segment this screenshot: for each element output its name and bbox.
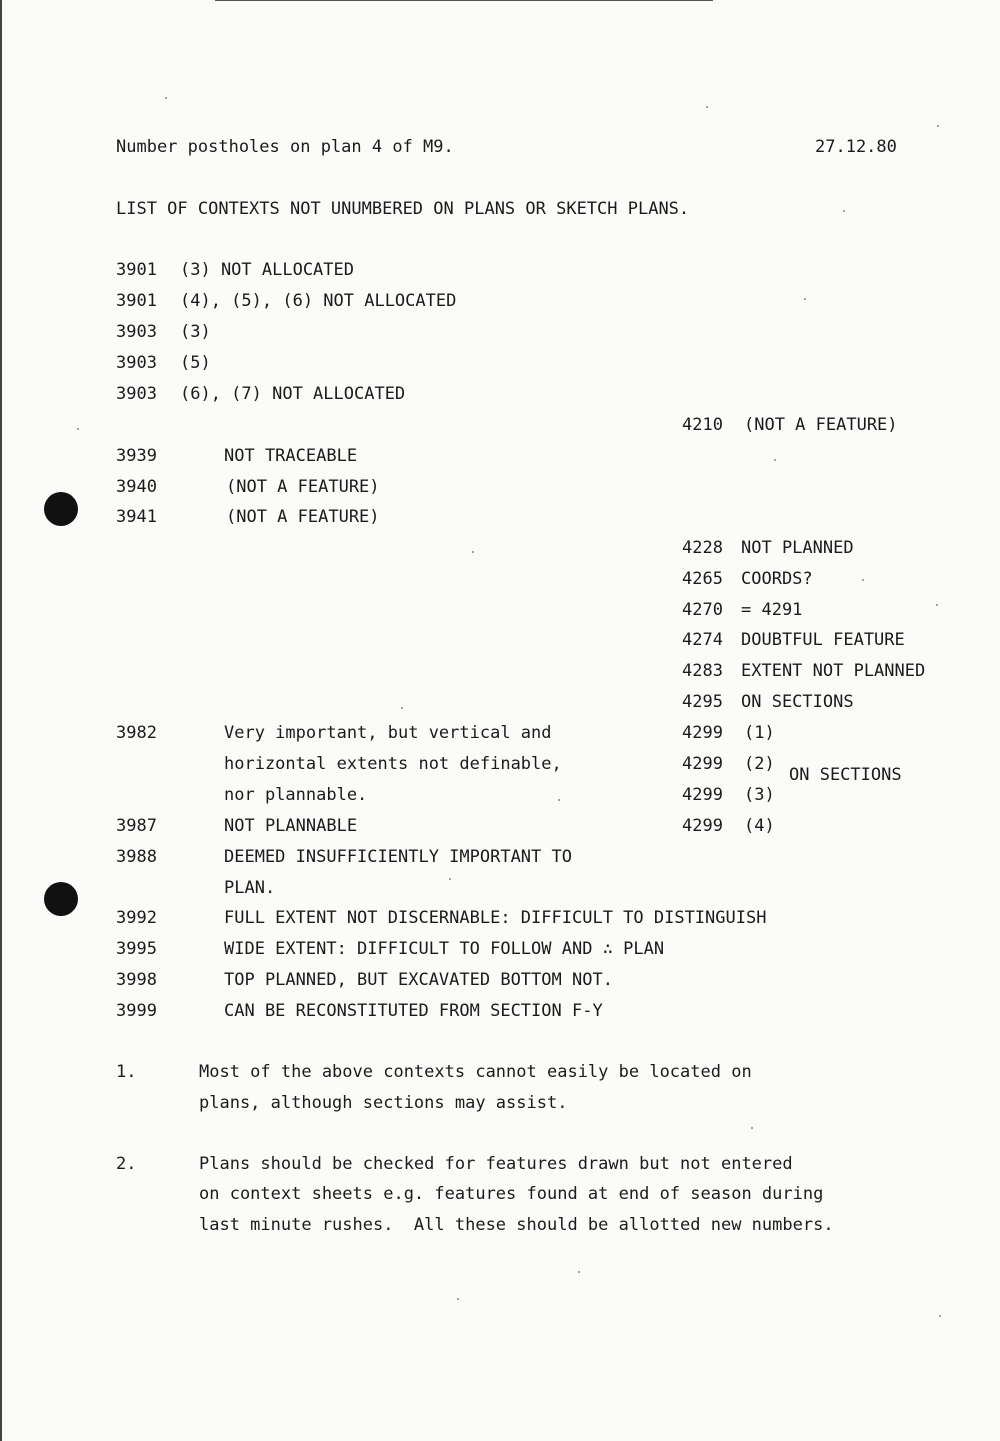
note-line: last minute rushes. All these should be allotted new numbers. <box>199 1215 834 1235</box>
scan-speck <box>936 604 938 606</box>
list-title: LIST OF CONTEXTS NOT UNUMBERED ON PLANS OR SKETCH PLANS. <box>116 199 690 219</box>
bracket-note: ON SECTIONS <box>789 765 902 785</box>
header-date: 27.12.80 <box>815 137 897 157</box>
entry-number: 4299 <box>682 754 723 774</box>
entry-text: (3) <box>744 785 775 805</box>
note-line: Plans should be checked for features drawn but not entered <box>199 1154 793 1174</box>
entry-text: ON SECTIONS <box>741 692 854 712</box>
entry-number: 4274 <box>682 630 723 650</box>
note-line: plans, although sections may assist. <box>199 1093 568 1113</box>
scan-speck <box>472 551 474 553</box>
scan-speck <box>706 106 708 108</box>
entry-number: 3982 <box>116 723 157 743</box>
entry-text: (4), (5), (6) NOT ALLOCATED <box>180 291 457 311</box>
scan-speck <box>578 1271 580 1273</box>
entry-text-line: horizontal extents not definable, <box>224 754 562 774</box>
entry-text: COORDS? <box>741 569 813 589</box>
scan-speck <box>457 1298 459 1300</box>
entry-text: (3) <box>180 322 211 342</box>
entry-text-line: DEEMED INSUFFICIENTLY IMPORTANT TO <box>224 847 572 867</box>
entry-text: (3) NOT ALLOCATED <box>180 260 354 280</box>
entry-text: (2) <box>744 754 775 774</box>
header-note: Number postholes on plan 4 of M9. <box>116 137 454 157</box>
top-rule <box>215 0 713 1</box>
entry-text: (4) <box>744 816 775 836</box>
punch-hole-lower <box>44 882 78 916</box>
entry-text: NOT PLANNED <box>741 538 854 558</box>
page-edge <box>0 0 2 1441</box>
entry-text: = 4291 <box>741 600 803 620</box>
entry-number: 3998 <box>116 970 157 990</box>
entry-number: 3999 <box>116 1001 157 1021</box>
entry-number: 4270 <box>682 600 723 620</box>
entry-text: TOP PLANNED, BUT EXCAVATED BOTTOM NOT. <box>224 970 613 990</box>
entry-number: 3992 <box>116 908 157 928</box>
entry-text: (NOT A FEATURE) <box>744 415 898 435</box>
entry-number: 4210 <box>682 415 723 435</box>
note-line: Most of the above contexts cannot easily be located on <box>199 1062 752 1082</box>
entry-text: (NOT A FEATURE) <box>226 507 380 527</box>
scan-speck <box>558 799 560 801</box>
entry-number: 4299 <box>682 816 723 836</box>
entry-number: 3903 <box>116 322 157 342</box>
entry-number: 3939 <box>116 446 157 466</box>
entry-text: WIDE EXTENT: DIFFICULT TO FOLLOW AND ∴ PLAN <box>224 939 665 959</box>
entry-text: CAN BE RECONSTITUTED FROM SECTION F-Y <box>224 1001 603 1021</box>
scan-speck <box>401 707 403 709</box>
entry-number: 3903 <box>116 384 157 404</box>
entry-number: 3988 <box>116 847 157 867</box>
scan-speck <box>843 210 845 212</box>
entry-text: NOT PLANNABLE <box>224 816 358 836</box>
entry-number: 4295 <box>682 692 723 712</box>
scan-speck <box>449 878 451 880</box>
entry-number: 4265 <box>682 569 723 589</box>
note-number: 1. <box>116 1062 137 1082</box>
entry-number: 3940 <box>116 477 157 497</box>
scan-speck <box>165 97 167 99</box>
entry-text: EXTENT NOT PLANNED <box>741 661 926 681</box>
entry-text-line: PLAN. <box>224 878 276 898</box>
note-line: on context sheets e.g. features found at end of season during <box>199 1184 824 1204</box>
note-number: 2. <box>116 1154 137 1174</box>
scan-speck <box>774 459 776 461</box>
entry-text-line: Very important, but vertical and <box>224 723 552 743</box>
scan-speck <box>862 579 864 581</box>
entry-number: 4299 <box>682 785 723 805</box>
scan-speck <box>939 1315 941 1317</box>
entry-number: 3901 <box>116 260 157 280</box>
scan-speck <box>937 125 939 127</box>
entry-text: (6), (7) NOT ALLOCATED <box>180 384 406 404</box>
entry-number: 3903 <box>116 353 157 373</box>
entry-number: 3901 <box>116 291 157 311</box>
scan-speck <box>77 428 79 430</box>
entry-number: 4228 <box>682 538 723 558</box>
entry-number: 3987 <box>116 816 157 836</box>
entry-text: (5) <box>180 353 211 373</box>
entry-text-line: nor plannable. <box>224 785 368 805</box>
punch-hole-upper <box>44 492 78 526</box>
scan-speck <box>751 1127 753 1129</box>
entry-text: NOT TRACEABLE <box>224 446 358 466</box>
entry-number: 4299 <box>682 723 723 743</box>
entry-number: 3941 <box>116 507 157 527</box>
entry-text: FULL EXTENT NOT DISCERNABLE: DIFFICULT TO DISTINGUISH <box>224 908 767 928</box>
entry-number: 4283 <box>682 661 723 681</box>
scan-speck <box>804 298 806 300</box>
entry-number: 3995 <box>116 939 157 959</box>
entry-text: (NOT A FEATURE) <box>226 477 380 497</box>
entry-text: (1) <box>744 723 775 743</box>
entry-text: DOUBTFUL FEATURE <box>741 630 905 650</box>
